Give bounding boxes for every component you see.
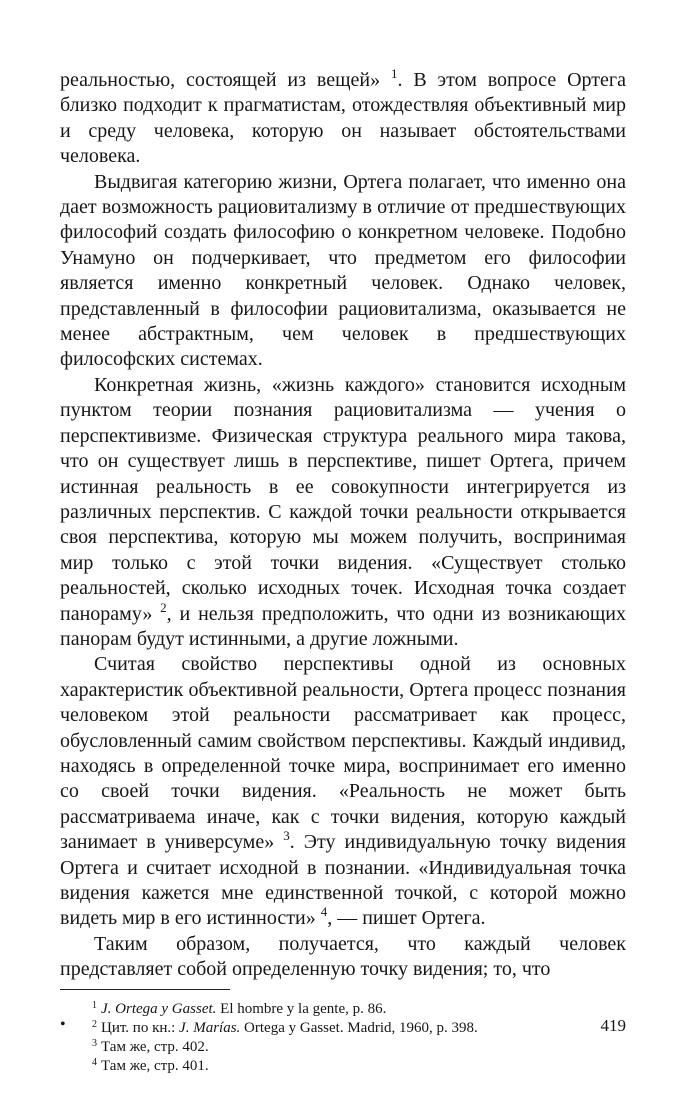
body-text [60, 68, 626, 983]
paragraph [60, 170, 626, 373]
footnote-text: Там же, стр. 401. [101, 1057, 209, 1074]
text-run: , и нельзя предположить, что одни из возникающих панорам будут истинными, а другие ложными. [60, 602, 626, 650]
text-run: Конкретная жизнь, «жизнь каждого» становится исходным пунктом теории познания рациовитализма — учения о перспективизме. Физическая структура реального мира такова, что он существует лишь в перспективе, пишет Ортега, причем истинная реальность в ее совокупности интегрируется из различных перспектив. С каждой точки реальности открывается своя перспектива, которую мы можем получить, воспринимая мир только с этой точки видения. «Существует столько реальностей, сколько исходных точек. Исходная точка создает панораму» [60, 373, 626, 625]
footnote-number: 4 [92, 1056, 97, 1068]
text-run: . Эту индивидуальную точку видения Ортега и считает исходной в познании. «Индивидуальная точка видения кажется мне единственной точкой, с которой можно видеть мир в его истинности» [60, 831, 627, 930]
page-number: 419 [600, 1016, 626, 1035]
footnote-author: J. Marías. [179, 1019, 241, 1036]
text-run: Выдвигая категорию жизни, Ортега полагает, что именно она дает возможность рациовитализму в отличие от предшествующих философий создать философию о конкретном человеке. Подобно Унамуно он подчеркивает, что предметом его философии является именно конкретный человек. Однако человек, представленный в философии рациовитализма, оказывается не менее абстрактным, чем человек в предшествующих философских системах. [60, 170, 626, 371]
text-run: , — пишет Ортега. [327, 907, 486, 930]
footnote-text: El hombre y la gente, p. 86. [216, 1000, 387, 1017]
text-run: . В этом вопросе Ортега близко подходит к прагматистам, отождествляя объективный мир и среду человека, которую он называет обстоятельствами человека. [60, 69, 626, 168]
footnote-reference: 2 [160, 599, 167, 615]
paragraph [60, 932, 626, 983]
footnote-reference: 1 [390, 66, 398, 81]
paragraph [60, 652, 626, 931]
footnote [60, 1057, 626, 1076]
text-run: Считая свойство перспективы одной из основных характеристик объективной реальности, Ортега процесс познания человеком этой реальности рассматривает как процесс, обусловленный самим свойством перспективы. Каждый индивид, находясь в определенной точке мира, воспринимает его именно со своей точки видения. «Реальность не может быть рассматриваема иначе, как с точки видения, которую каждый занимает в универсуме» [60, 653, 626, 854]
footnote-divider [60, 989, 230, 990]
footnote [60, 1038, 626, 1057]
footnote-text: Там же, стр. 402. [101, 1038, 209, 1055]
footnote-number: 2 [92, 1018, 97, 1030]
paragraph [60, 68, 626, 170]
footnote-number: 1 [92, 999, 97, 1011]
paragraph [60, 373, 626, 652]
page-footer [60, 1016, 626, 1040]
footnote-author: J. Ortega y Gasset. [101, 1000, 217, 1017]
footnote-reference: 4 [320, 904, 328, 920]
page-content [60, 68, 626, 1076]
footnote-text: Ortega y Gasset. Madrid, 1960, p. 398. [240, 1019, 478, 1036]
text-run: реальностью, состоящей из вещей» [60, 69, 391, 91]
footnote-number: 3 [92, 1037, 97, 1049]
text-run: Таким образом, получается, что каждый человек представляет собой определенную точку видения; то, что [60, 932, 626, 981]
footnote-reference: 3 [283, 828, 290, 844]
signature-marker: • [60, 1016, 66, 1033]
footnote-text: Цит. по кн.: [101, 1019, 180, 1036]
